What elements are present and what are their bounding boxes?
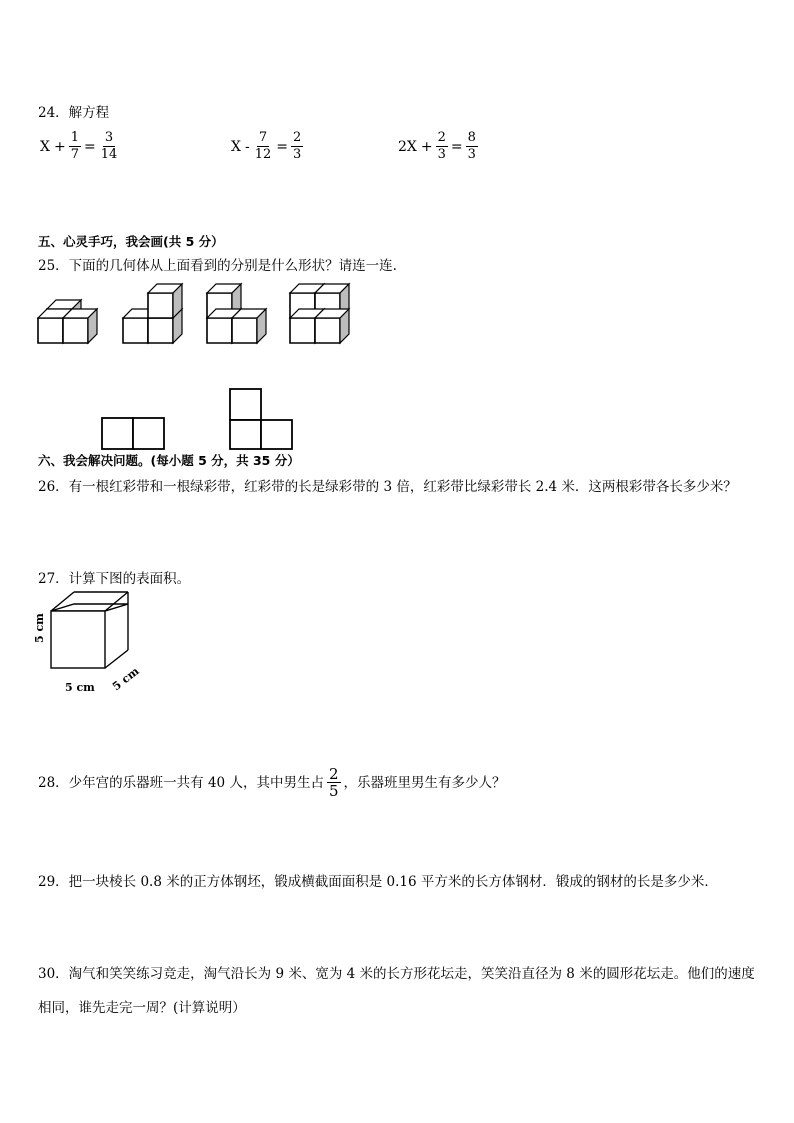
cube-diagram bbox=[0, 590, 200, 700]
top-view-shape-1 bbox=[102, 418, 164, 449]
cube-figure-2 bbox=[123, 284, 182, 343]
eq3-fraction-2: $\frac{8}{3}$ bbox=[467, 130, 476, 162]
eq1-op1: + bbox=[53, 138, 66, 155]
q28-fraction: $\frac{2}{5}$ bbox=[328, 765, 339, 800]
cube-figure-1 bbox=[38, 300, 97, 343]
eq3-equals: = bbox=[450, 138, 463, 155]
question-25-text: 25．下面的几何体从上面看到的分别是什么形状？请连一连. bbox=[38, 258, 397, 274]
cube-figure-4 bbox=[290, 284, 349, 343]
label-width: 5 cm bbox=[65, 681, 95, 694]
question-30-text: 30．淘气和笑笑练习竞走，淘气沿长为 9 米、宽为 4 米的长方形花坛走，笑笑沿直径为 8 米的圆形花坛走。他们的速度相同，谁先走完一周？(计算说明） bbox=[38, 966, 755, 1016]
eq1-fraction-2: $\frac{3}{14}$ bbox=[100, 130, 118, 162]
label-height: 5 cm bbox=[33, 613, 46, 643]
eq2-fraction-2: $\frac{2}{3}$ bbox=[292, 130, 302, 162]
question-24-label: 24．解方程 bbox=[38, 105, 110, 121]
question-27-text: 27．计算下图的表面积。 bbox=[38, 571, 191, 587]
q28-pre: 28．少年宫的乐器班一共有 40 人，其中男生占 bbox=[38, 774, 324, 791]
label-depth: 5 cm bbox=[110, 664, 142, 694]
question-26-text: 26．有一根红彩带和一根绿彩带，红彩带的长是绿彩带的 3 倍，红彩带比绿彩带长 2.4 米．这两根彩带各长多少米？ bbox=[38, 479, 737, 495]
q25-cube-figures bbox=[0, 0, 794, 460]
eq1-equals: = bbox=[83, 138, 96, 155]
eq2-equals: = bbox=[276, 138, 288, 155]
eq3-fraction-1: $\frac{2}{3}$ bbox=[437, 130, 446, 162]
eq2-op1: - bbox=[244, 138, 250, 155]
section-6-title: 六、我会解决问题。(每小题 5 分，共 35 分） bbox=[38, 453, 300, 468]
section-5-title: 五、心灵手巧，我会画(共 5 分） bbox=[38, 234, 224, 249]
eq3-lhs: 2X bbox=[398, 138, 417, 155]
question-28 bbox=[38, 766, 506, 799]
cube-figure-3 bbox=[207, 284, 266, 343]
eq2-fraction-1: $\frac{7}{12}$ bbox=[254, 130, 272, 162]
eq3-op1: + bbox=[420, 138, 433, 155]
eq1-lhs: X bbox=[40, 138, 50, 155]
top-view-shape-2 bbox=[230, 389, 292, 449]
eq1-fraction-1: $\frac{1}{7}$ bbox=[70, 130, 79, 162]
q28-post: ，乐器班里男生有多少人？ bbox=[343, 774, 506, 791]
eq2-lhs: X bbox=[231, 138, 241, 155]
question-29-text: 29．把一块棱长 0.8 米的正方体钢坯，锻成横截面面积是 0.16 平方米的长方体钢材．锻成的钢材的长是多少米． bbox=[38, 874, 718, 890]
